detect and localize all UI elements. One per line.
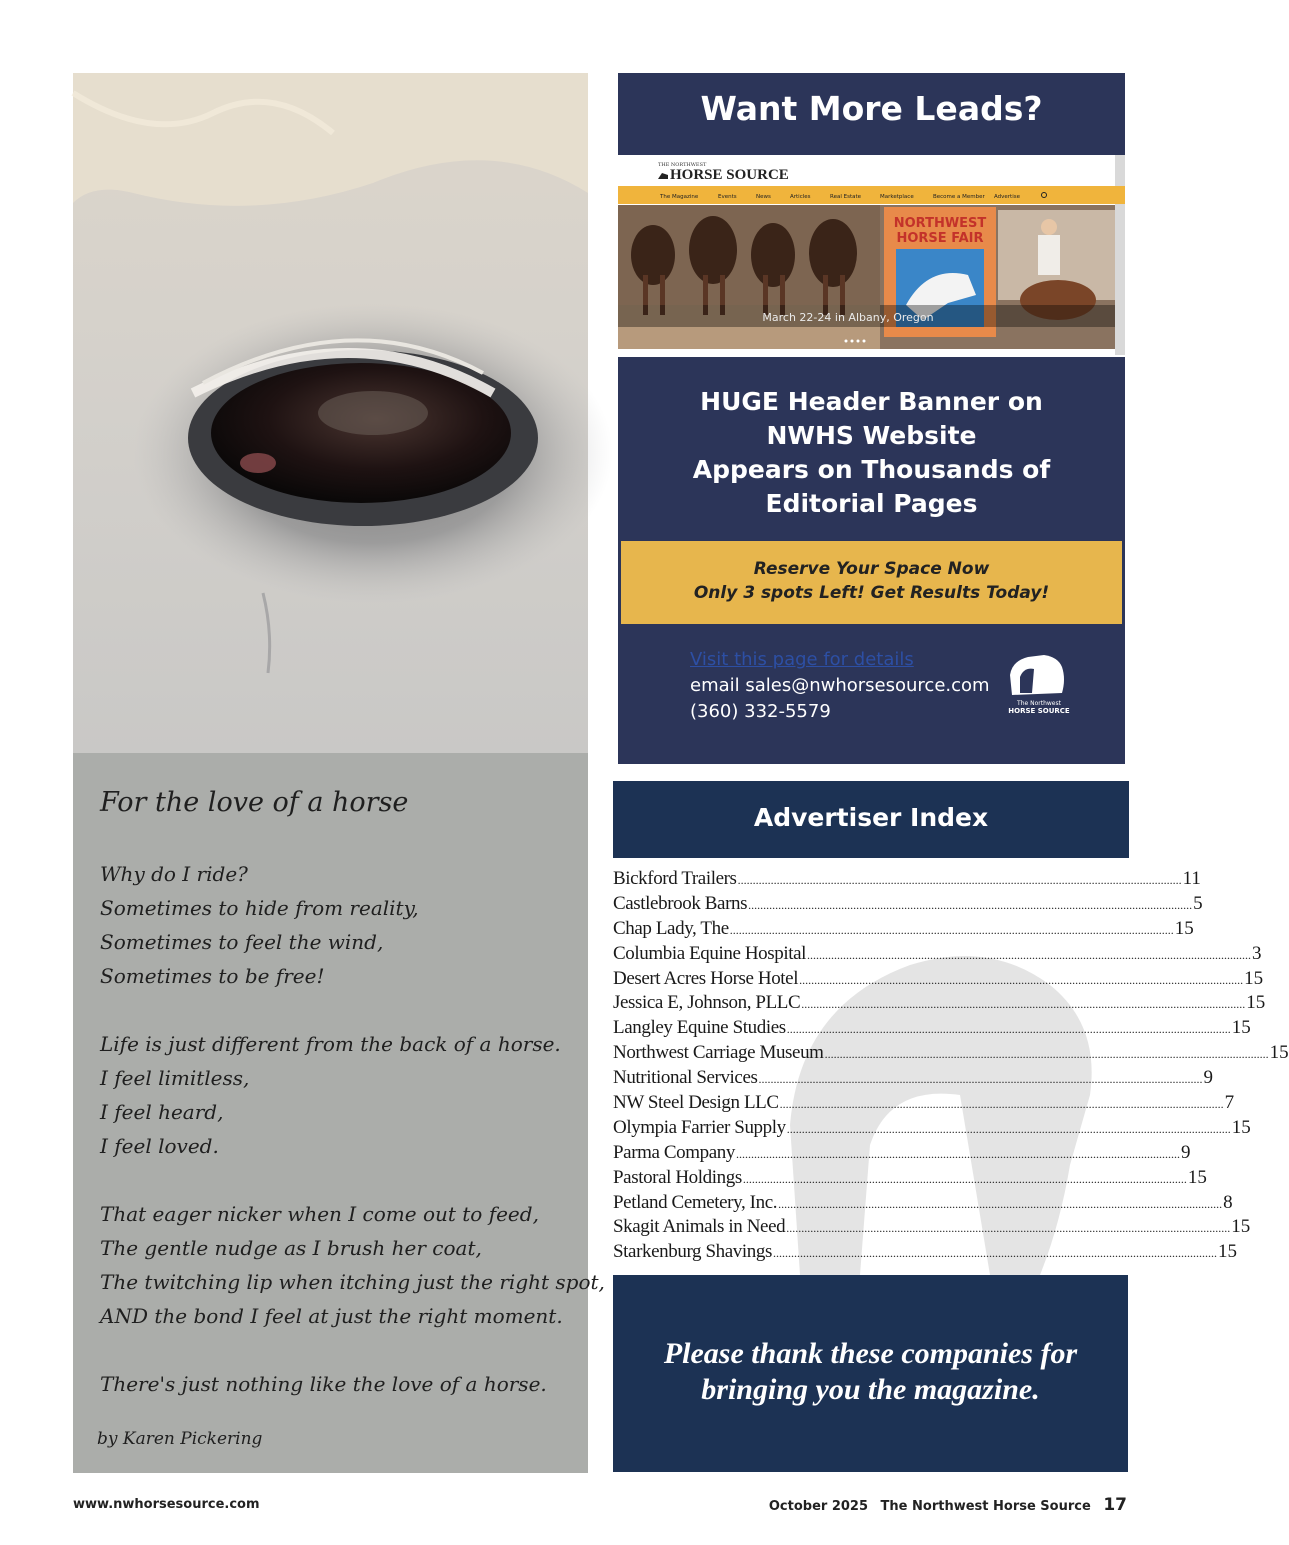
advertiser-name: Columbia Equine Hospital bbox=[613, 942, 807, 964]
list-item: Northwest Carriage Museum .................................................................................................................................................... 15 bbox=[613, 1042, 1289, 1064]
poem-line: Why do I ride? bbox=[100, 862, 248, 886]
poem-line: Sometimes to hide from reality, bbox=[100, 896, 419, 920]
reserve-line-2: Only 3 spots Left! Get Results Today! bbox=[693, 583, 1050, 603]
ad-body bbox=[618, 357, 1125, 764]
thanks-line-2: bringing you the magazine. bbox=[701, 1373, 1040, 1406]
horse-source-logo bbox=[1004, 653, 1074, 719]
details-link[interactable]: Visit this page for details bbox=[690, 649, 914, 670]
poem-line: I feel limitless, bbox=[100, 1066, 250, 1090]
poster-title-2: HORSE FAIR bbox=[896, 231, 984, 246]
site-nav-item: Marketplace bbox=[880, 194, 914, 200]
list-item: Desert Acres Horse Hotel .................................................................................................................................................... 15 bbox=[613, 967, 1264, 989]
site-logo: HORSE SOURCE bbox=[670, 167, 789, 183]
poem-line: There's just nothing like the love of a horse. bbox=[100, 1372, 547, 1396]
website-screenshot bbox=[618, 155, 1125, 355]
advertiser-name: Chap Lady, The bbox=[613, 917, 729, 939]
banner-line: Appears on Thousands of bbox=[692, 455, 1051, 484]
advertiser-page: 15 bbox=[1187, 1166, 1207, 1188]
poem-line: Sometimes to feel the wind, bbox=[100, 930, 384, 954]
footer-issue: October 2025 bbox=[768, 1499, 869, 1514]
site-nav-item: News bbox=[756, 194, 771, 200]
list-item: Langley Equine Studies .................................................................................................................................................... 15 bbox=[613, 1017, 1251, 1039]
advertiser-page: 5 bbox=[1193, 892, 1203, 914]
poster-title-1: NORTHWEST bbox=[893, 216, 987, 231]
advertiser-name: Desert Acres Horse Hotel bbox=[613, 967, 799, 989]
list-item: Starkenburg Shavings .................................................................................................................................................... 15 bbox=[613, 1241, 1237, 1263]
advertiser-name: NW Steel Design LLC bbox=[613, 1092, 779, 1114]
poem-line: I feel heard, bbox=[100, 1100, 224, 1124]
list-item: Bickford Trailers .................................................................................................................................................... 11 bbox=[613, 868, 1201, 889]
advertiser-page: 15 bbox=[1231, 1116, 1251, 1138]
advertiser-name: Jessica E, Johnson, PLLC bbox=[613, 992, 801, 1014]
advertiser-page: 15 bbox=[1231, 1017, 1251, 1039]
list-item: Castlebrook Barns .................................................................................................................................................... 5 bbox=[613, 892, 1203, 914]
footer-magazine: The Northwest Horse Source bbox=[880, 1499, 1091, 1514]
site-nav-item: Articles bbox=[790, 194, 811, 200]
advertiser-name: Langley Equine Studies bbox=[613, 1017, 786, 1039]
ad-heading: Want More Leads? bbox=[618, 73, 1125, 155]
list-item: Parma Company .................................................................................................................................................... 9 bbox=[613, 1141, 1191, 1163]
site-nav-item: Events bbox=[718, 194, 737, 200]
reserve-line-1: Reserve Your Space Now bbox=[753, 559, 990, 579]
poem-line: I feel loved. bbox=[100, 1134, 219, 1158]
advertiser-list bbox=[613, 868, 1289, 1266]
page-number: 17 bbox=[1103, 1495, 1127, 1515]
contact-phone: (360) 332-5579 bbox=[690, 701, 831, 722]
advertiser-name: Castlebrook Barns bbox=[613, 892, 748, 914]
site-nav-item: Advertise bbox=[994, 194, 1020, 200]
advertiser-page: 15 bbox=[1174, 917, 1194, 939]
advertiser-page: 11 bbox=[1182, 868, 1201, 889]
list-item: Nutritional Services .................................................................................................................................................... 9 bbox=[613, 1067, 1213, 1089]
advertiser-name: Olympia Farrier Supply bbox=[613, 1116, 786, 1138]
site-logo-small: THE NORTHWEST bbox=[658, 162, 707, 168]
thanks-panel bbox=[613, 1275, 1128, 1472]
list-item: NW Steel Design LLC .................................................................................................................................................... 7 bbox=[613, 1092, 1235, 1114]
advertiser-name: Petland Cemetery, Inc. bbox=[613, 1191, 778, 1213]
banner-description bbox=[618, 385, 1125, 521]
list-item: Olympia Farrier Supply .................................................................................................................................................... 15 bbox=[613, 1116, 1251, 1138]
advertiser-page: 9 bbox=[1203, 1067, 1213, 1089]
advertiser-page: 15 bbox=[1244, 967, 1264, 989]
advertiser-name: Pastoral Holdings bbox=[613, 1166, 742, 1188]
advertiser-name: Northwest Carriage Museum bbox=[613, 1042, 824, 1064]
advertiser-name: Starkenburg Shavings bbox=[613, 1241, 772, 1263]
footer-url: www.nwhorsesource.com bbox=[73, 1497, 260, 1512]
list-item: Jessica E, Johnson, PLLC .................................................................................................................................................... 15 bbox=[613, 992, 1266, 1014]
advertiser-name: Skagit Animals in Need bbox=[613, 1216, 786, 1238]
poem-line: That eager nicker when I come out to feed, bbox=[100, 1202, 539, 1226]
poem-line bbox=[100, 1163, 580, 1197]
advertiser-page: 8 bbox=[1223, 1191, 1233, 1213]
contact-info bbox=[690, 647, 990, 725]
poem-line bbox=[100, 1333, 580, 1367]
poem-line: AND the bond I feel at just the right moment. bbox=[100, 1304, 563, 1328]
banner-line: Editorial Pages bbox=[765, 489, 978, 518]
list-item: Pastoral Holdings .................................................................................................................................................... 15 bbox=[613, 1166, 1207, 1188]
list-item: Petland Cemetery, Inc. .................................................................................................................................................... 8 bbox=[613, 1191, 1233, 1213]
advertiser-page: 15 bbox=[1246, 992, 1266, 1014]
advertiser-page: 3 bbox=[1252, 942, 1262, 964]
poem-line: The twitching lip when itching just the right spot, bbox=[100, 1270, 605, 1294]
advertiser-page: 9 bbox=[1180, 1141, 1191, 1163]
banner-line: HUGE Header Banner on bbox=[700, 387, 1043, 416]
list-item: Columbia Equine Hospital .................................................................................................................................................... 3 bbox=[613, 942, 1262, 964]
list-item: Chap Lady, The .................................................................................................................................................... 15 bbox=[613, 917, 1194, 939]
thanks-line-1: Please thank these companies for bbox=[663, 1337, 1078, 1370]
site-nav-item: Become a Member bbox=[933, 194, 985, 200]
advertiser-name: Nutritional Services bbox=[613, 1067, 758, 1089]
advertiser-page: 15 bbox=[1217, 1241, 1237, 1263]
site-nav-item: Real Estate bbox=[830, 194, 862, 200]
advertiser-page: 15 bbox=[1231, 1216, 1251, 1238]
contact-email: email sales@nwhorsesource.com bbox=[690, 675, 990, 696]
site-caption: March 22-24 in Albany, Oregon bbox=[762, 311, 934, 324]
advertiser-page: 15 bbox=[1269, 1042, 1289, 1064]
logo-big-text: HORSE SOURCE bbox=[1008, 707, 1070, 715]
poem-panel bbox=[73, 753, 605, 1473]
horse-eye-photo bbox=[73, 73, 588, 753]
poem-line: Life is just different from the back of a horse. bbox=[100, 1032, 561, 1056]
advertiser-name: Bickford Trailers bbox=[613, 868, 737, 889]
poem-title: For the love of a horse bbox=[100, 787, 409, 818]
poem-line bbox=[100, 993, 580, 1027]
banner-line: NWHS Website bbox=[766, 421, 977, 450]
footer-issue-info bbox=[769, 1495, 1127, 1515]
advertiser-page: 7 bbox=[1224, 1092, 1235, 1114]
site-nav-item: The Magazine bbox=[660, 194, 699, 200]
reserve-callout bbox=[621, 541, 1122, 624]
logo-small-text: The Northwest bbox=[1017, 700, 1061, 707]
poem-byline: by Karen Pickering bbox=[97, 1429, 263, 1449]
poem-line: Sometimes to be free! bbox=[100, 964, 325, 988]
poem-line: The gentle nudge as I brush her coat, bbox=[100, 1236, 482, 1260]
advertiser-name: Parma Company bbox=[613, 1141, 735, 1163]
list-item: Skagit Animals in Need .................................................................................................................................................... 15 bbox=[613, 1216, 1251, 1238]
poem-lines bbox=[100, 857, 605, 1401]
advertiser-index-heading: Advertiser Index bbox=[613, 781, 1129, 858]
